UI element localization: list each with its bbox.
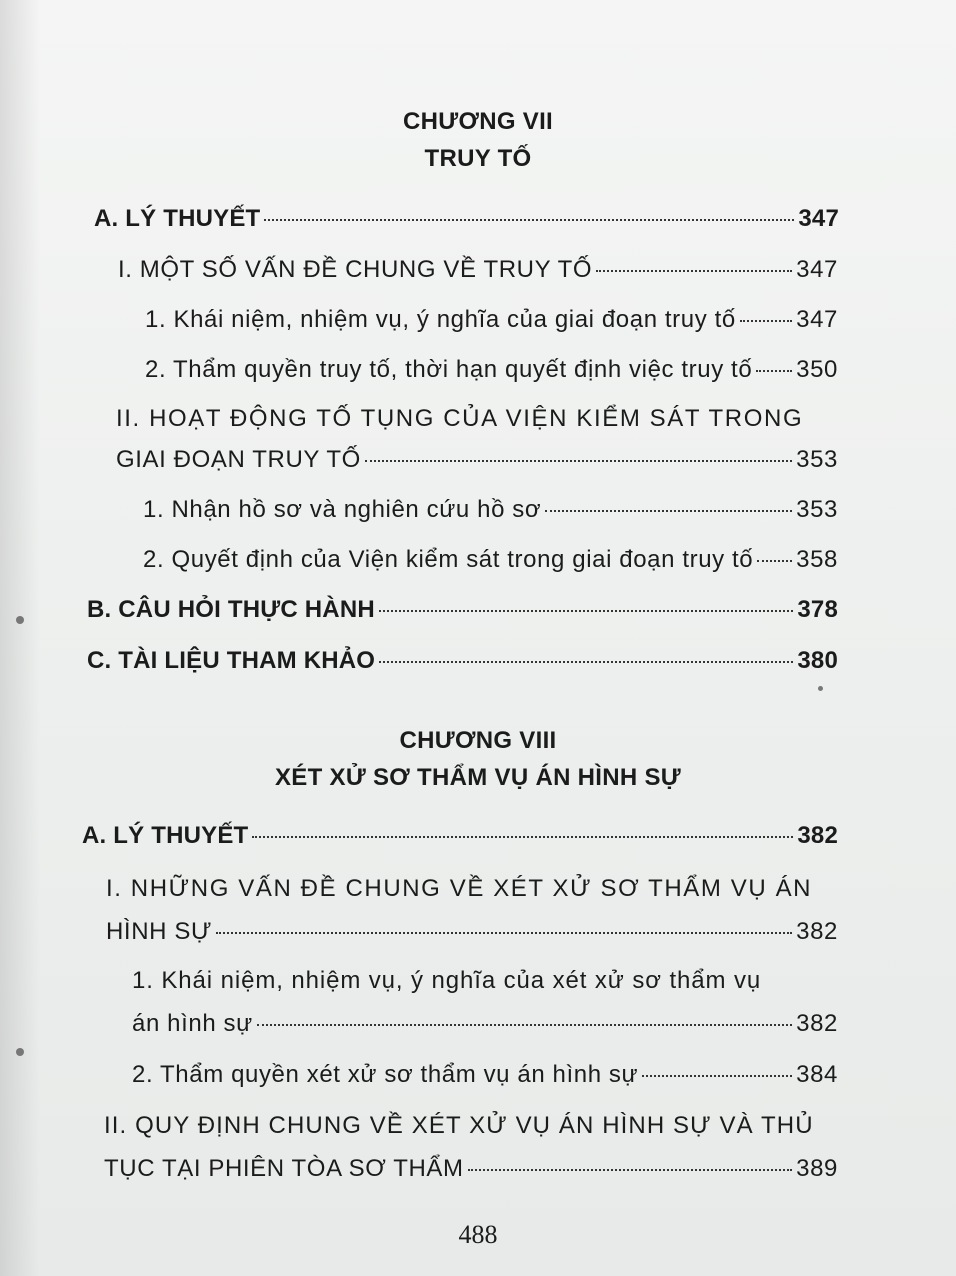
binding-hole-mark [16, 616, 24, 624]
toc-entry [118, 256, 838, 284]
toc-entry-label: 2. Quyết định của Viện kiểm sát trong giai đoạn truy tố [143, 546, 754, 573]
toc-entry [94, 205, 839, 233]
toc-entry [132, 1010, 838, 1038]
toc-entry-page: 358 [796, 546, 838, 573]
page-edge-shadow [0, 0, 40, 1276]
toc-entry-label: 2. Thẩm quyền truy tố, thời hạn quyết định việc truy tố [145, 356, 753, 383]
dot-leader [757, 560, 792, 562]
toc-entry-page: 382 [797, 822, 838, 849]
toc-entry-label: A. LÝ THUYẾT [94, 205, 261, 232]
toc-entry-line1: II. QUY ĐỊNH CHUNG VỀ XÉT XỬ VỤ ÁN HÌNH SỰ VÀ THỦ [104, 1112, 814, 1139]
chapter-7-heading: CHƯƠNG VII [402, 108, 554, 135]
toc-entry-label: TỤC TẠI PHIÊN TÒA SƠ THẨM [104, 1155, 464, 1182]
toc-entry-label: A. LÝ THUYẾT [82, 822, 249, 849]
toc-entry [132, 1061, 838, 1089]
toc-entry-label: 1. Nhận hồ sơ và nghiên cứu hồ sơ [143, 496, 542, 523]
toc-entry-label: 1. Khái niệm, nhiệm vụ, ý nghĩa của giai đoạn truy tố [145, 306, 736, 333]
dot-leader [365, 460, 792, 462]
chapter-8-title: XÉT XỬ SƠ THẨM VỤ ÁN HÌNH SỰ [274, 764, 682, 791]
toc-entry [82, 822, 838, 850]
dot-leader [257, 1024, 792, 1026]
toc-entry-page: 382 [796, 918, 838, 945]
dot-leader [252, 836, 793, 838]
toc-entry-line1: II. HOẠT ĐỘNG TỐ TỤNG CỦA VIỆN KIỂM SÁT TRONG [116, 405, 804, 432]
toc-entry-page: 353 [796, 496, 838, 523]
toc-entry-label: C. TÀI LIỆU THAM KHẢO [87, 647, 376, 674]
toc-entry [87, 647, 838, 675]
page-number: 488 [458, 1220, 498, 1249]
toc-entry-label: án hình sự [132, 1010, 253, 1037]
toc-entry [145, 356, 838, 384]
toc-entry-page: 347 [796, 256, 838, 283]
toc-entry-page: 384 [796, 1061, 838, 1088]
toc-entry [143, 546, 838, 574]
dot-leader [216, 932, 792, 934]
toc-entry-page: 347 [796, 306, 838, 333]
dot-leader [379, 661, 793, 663]
chapter-8-heading: CHƯƠNG VIII [399, 727, 557, 754]
toc-entry-page: 347 [798, 205, 839, 232]
toc-entry-page: 380 [797, 647, 838, 674]
toc-entry-label: I. MỘT SỐ VẤN ĐỀ CHUNG VỀ TRUY TỐ [118, 256, 593, 283]
toc-entry-label: HÌNH SỰ [106, 918, 213, 945]
dot-leader [545, 510, 792, 512]
dot-leader [264, 219, 794, 221]
toc-entry-line1: I. NHỮNG VẤN ĐỀ CHUNG VỀ XÉT XỬ SƠ THẨM VỤ ÁN [106, 875, 813, 902]
chapter-7-title: TRUY TỐ [424, 145, 532, 172]
toc-entry [104, 1155, 838, 1183]
dot-leader [596, 270, 792, 272]
dot-leader [740, 320, 792, 322]
dot-leader [379, 610, 793, 612]
toc-entry [145, 306, 838, 334]
toc-entry-label: B. CÂU HỎI THỰC HÀNH [87, 596, 375, 623]
dot-leader [756, 370, 792, 372]
ink-speck [818, 686, 823, 691]
toc-entry-label: 2. Thẩm quyền xét xử sơ thẩm vụ án hình sự [132, 1061, 639, 1088]
toc-entry-page: 382 [796, 1010, 838, 1037]
binding-hole-mark [16, 1048, 24, 1056]
toc-entry-line1: 1. Khái niệm, nhiệm vụ, ý nghĩa của xét xử sơ thẩm vụ [132, 967, 762, 994]
toc-entry [143, 496, 838, 524]
dot-leader [468, 1169, 793, 1171]
toc-entry [87, 596, 838, 624]
toc-entry-page: 378 [797, 596, 838, 623]
toc-entry-label: GIAI ĐOẠN TRUY TỐ [116, 446, 361, 473]
toc-entry-page: 389 [796, 1155, 838, 1182]
toc-entry [106, 918, 838, 946]
dot-leader [642, 1075, 792, 1077]
toc-entry-page: 353 [796, 446, 838, 473]
toc-entry-page: 350 [796, 356, 838, 383]
toc-entry [116, 446, 838, 474]
